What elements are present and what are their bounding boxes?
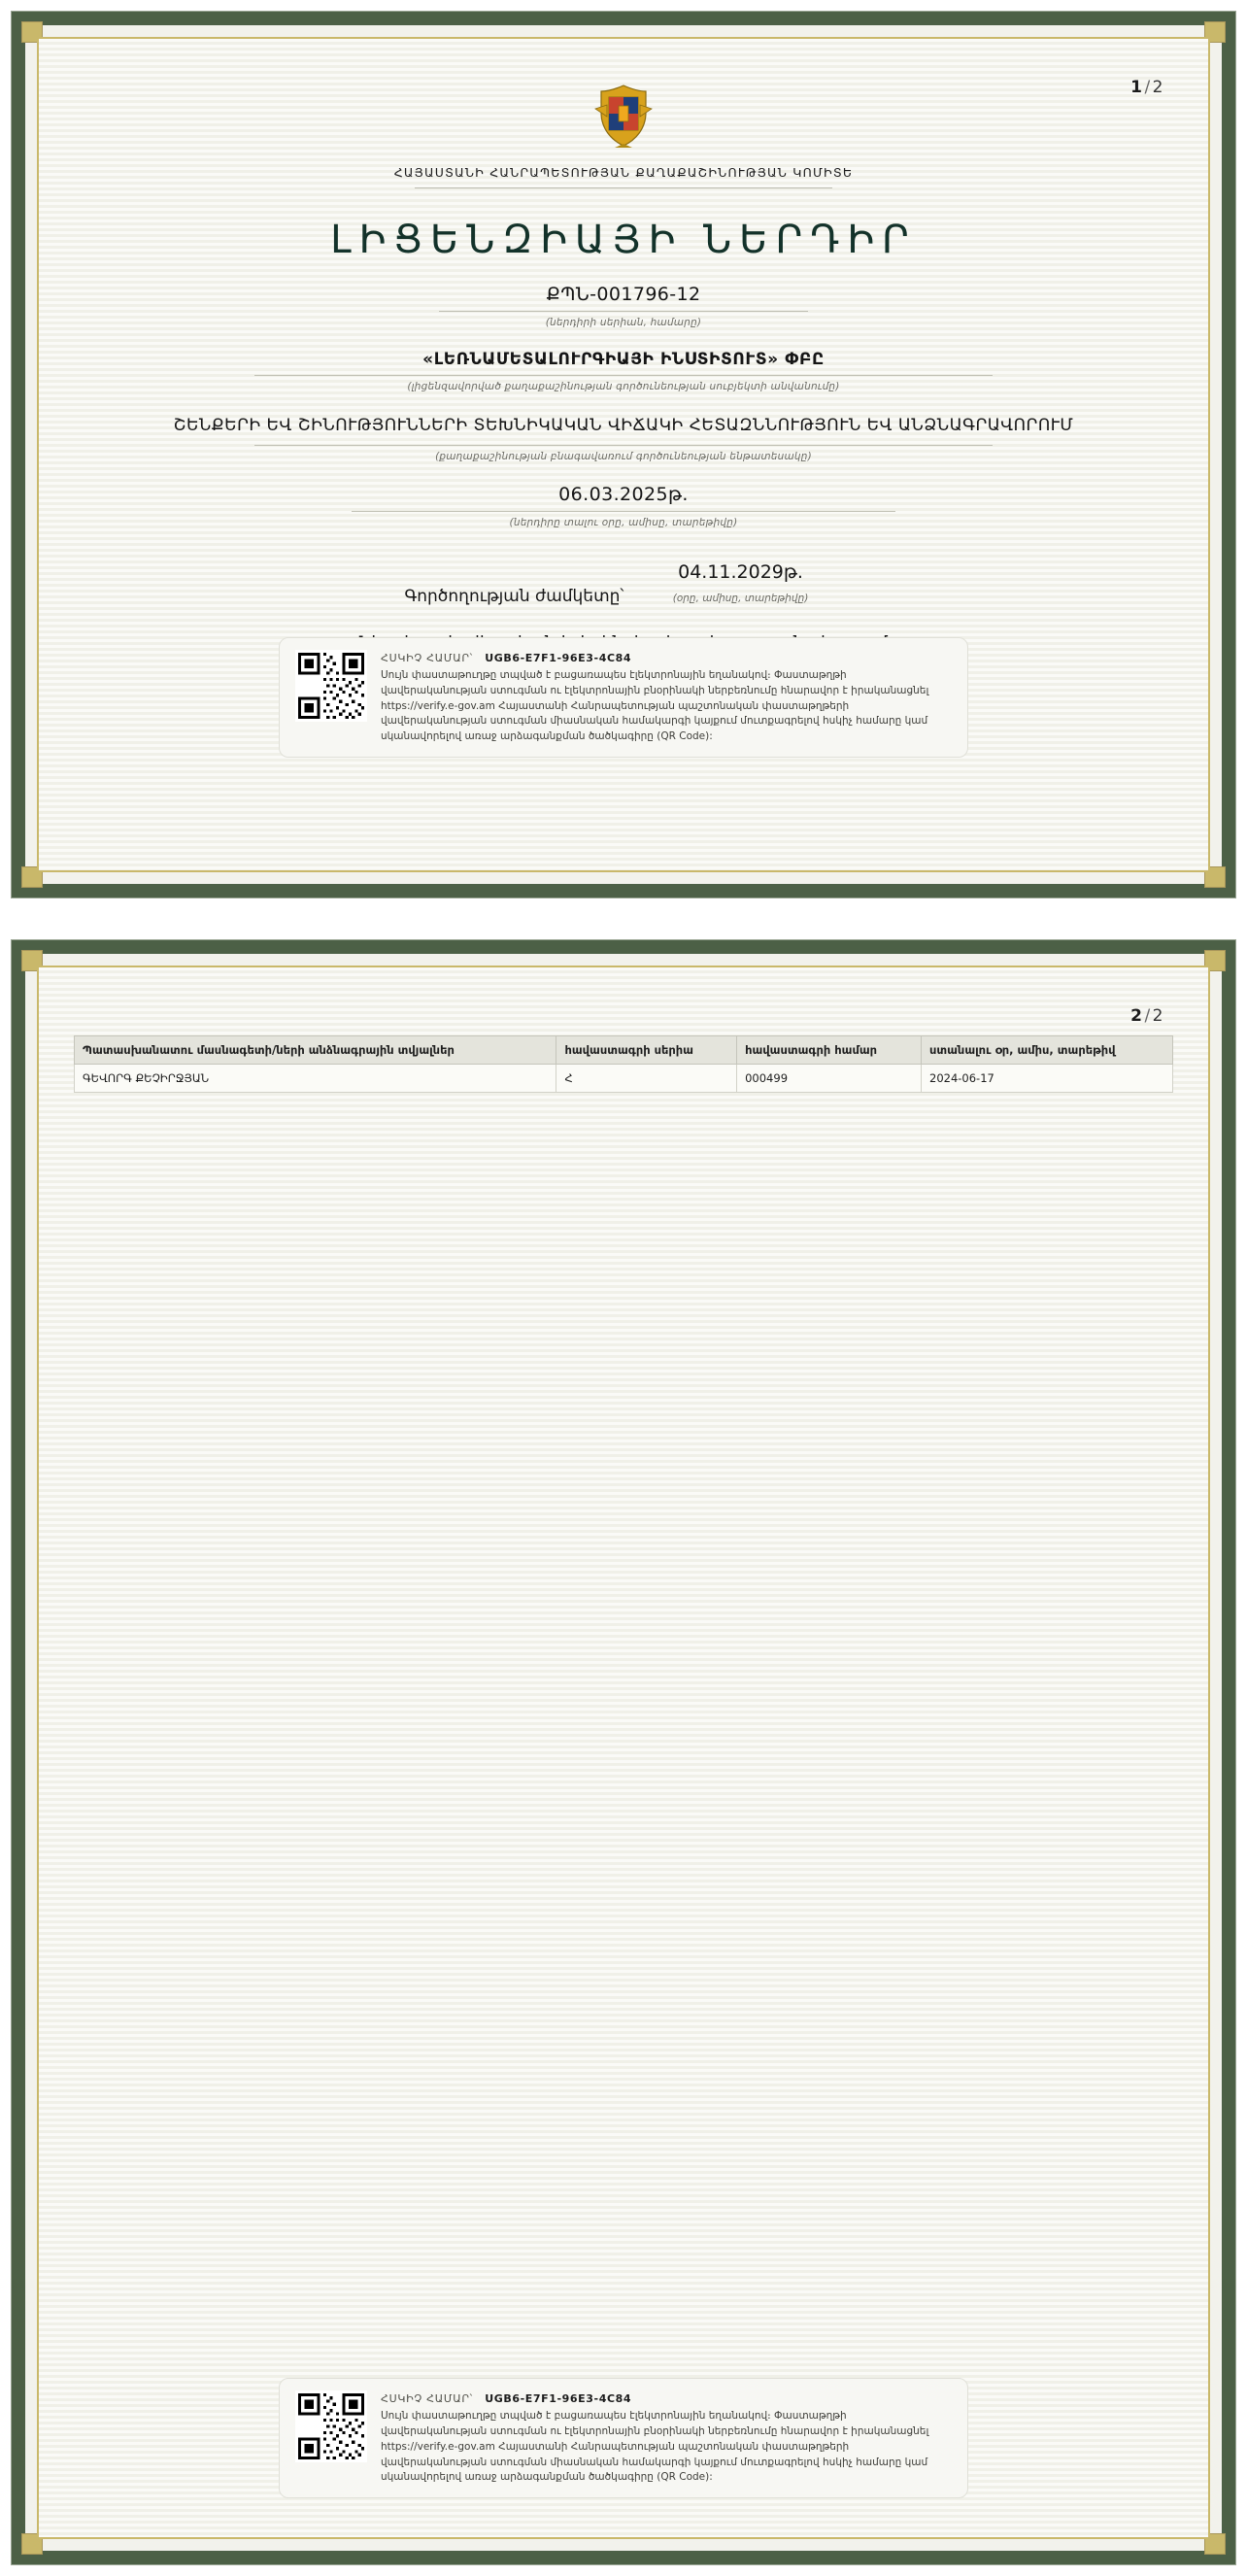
field-activity-type [39,414,1208,462]
page-2-indicator [1130,1006,1163,1026]
field-activity-type-rule [254,445,993,446]
page-2-content [37,966,1210,2539]
page-1-content [37,37,1210,872]
verification-text-page-2 [381,2390,952,2486]
verification-block-page-1 [279,637,968,758]
verification-label-page-1: ՀՍԿԻՉ ՀԱՄԱՐ՝ [381,652,473,664]
issuing-authority: ՀԱՅԱՍՏԱՆԻ ՀԱՆՐԱՊԵՏՈՒԹՅԱՆ ՔԱՂԱՔԱՇԻՆՈՒԹՅԱՆ ԿՈՄԻՏԵ [393,165,854,180]
coat-of-arms-icon [593,84,654,148]
field-serial-number [39,284,1208,328]
column-header-issue-date: ստանալու օր, ամիս, տարեթիվ [922,1036,1173,1065]
document-title: ԼԻՑԵՆԶԻԱՅԻ ՆԵՐԴԻՐ [330,218,917,262]
field-activity-type-value: ՇԵՆՔԵՐԻ ԵՎ ՇԻՆՈՒԹՅՈՒՆՆԵՐԻ ՏԵԽՆԻԿԱԿԱՆ ՎԻՃԱԿԻ ՀԵՏԱԶՆՆՈՒԹՅՈՒՆ ԵՎ ԱՆՁՆԱԳՐԱՎՈՐՈՒՄ [173,416,1074,435]
responsible-specialists-table-wrap [74,1035,1173,1093]
cell-specialist-name: ԳԵՎՈՐԳ ՔԵՉԻՐՋՅԱՆ [75,1065,556,1093]
page-separator-gap [0,909,1247,929]
field-serial-number-value: ՔՊՆ-001796-12 [546,284,701,305]
verification-code-page-1: UGB6-E7F1-96E3-4C84 [485,652,632,664]
page-1-separator: / [1144,78,1151,97]
verification-text-page-1 [381,650,952,745]
field-entity-name-caption: (լիցենզավորված քաղաքաշինության գործունեության սուբյեկտի անվանումը) [407,381,840,392]
column-header-passport-data: Պատասխանատու մասնագետի/ների անձնագրային տվյալներ [75,1036,556,1065]
field-serial-number-rule [439,311,808,312]
verification-code-line-page-1 [381,652,952,664]
authority-divider [415,187,832,188]
page-1-current: 1 [1130,78,1143,97]
cell-certificate-date: 2024-06-17 [922,1065,1173,1093]
cell-certificate-series: Հ [556,1065,737,1093]
cell-certificate-number: 000499 [737,1065,922,1093]
field-validity-label: Գործողության ժամկետը՝ [404,586,624,606]
page-2-border-frame [12,940,1235,2564]
certificate-page-2 [0,929,1247,2576]
page-1-indicator [1130,78,1163,97]
field-issue-date-value: 06.03.2025թ. [558,483,689,505]
verification-code-page-2: UGB6-E7F1-96E3-4C84 [485,2392,632,2406]
verification-label-page-2: ՀՍԿԻՉ ՀԱՄԱՐ՝ [381,2392,473,2406]
field-issue-date-caption: (ներդիրը տալու օրը, ամիսը, տարեթիվը) [509,516,738,528]
qr-code-icon[interactable] [295,650,367,722]
verification-description-page-2: Սույն փաստաթուղթը տպված է բացառապես էլեկտրոնային եղանակով։ Փաստաթղթի վավերականության ստուգման ու էլեկտրոնային բնօրինակի ներբեռնումը հնարավոր է իրականացնել https://verify.e-gov.am Հայաստանի Հանրապետության պաշտոնական փաստաթղթերի վավերականության ստուգման միասնական համակարգի կայքում մուտքագրելով հսկիչ համարը կամ սկանավորելով առաջ արձագանքման ծածկագիրը (QR Code): [381,2410,929,2484]
field-entity-name [39,350,1208,392]
column-header-certificate-number: հավաստագրի համար [737,1036,922,1065]
page-2-total: 2 [1152,1006,1163,1026]
responsible-specialists-table [74,1035,1173,1093]
field-validity [39,561,1208,606]
certificate-page-1 [0,0,1247,909]
table-row [75,1065,1173,1093]
field-activity-type-caption: (քաղաքաշինության բնագավառում գործունեության ենթատեսակը) [435,450,812,462]
verification-description-page-1: Սույն փաստաթուղթը տպված է բացառապես էլեկտրոնային եղանակով։ Փաստաթղթի վավերականության ստուգման ու էլեկտրոնային բնօրինակի ներբեռնումը հնարավոր է իրականացնել https://verify.e-gov.am Հայաստանի Հանրապետության պաշտոնական փաստաթղթերի վավերականության ստուգման միասնական համակարգի կայքում մուտքագրելով հսկիչ համարը կամ սկանավորելով առաջ արձագանքման ծածկագիրը (QR Code): [381,669,929,742]
field-serial-number-caption: (ներդիրի սերիան, համարը) [545,317,702,328]
column-header-certificate-series: հավաստագրի սերիա [556,1036,737,1065]
page-2-current: 2 [1130,1006,1143,1026]
field-issue-date-rule [352,511,895,512]
page-1-border-frame [12,12,1235,898]
page-2-separator: / [1144,1006,1151,1026]
field-validity-value-wrap [639,561,843,604]
field-entity-name-rule [254,375,993,376]
qr-code-icon[interactable] [295,2390,367,2462]
emblem-container [39,39,1208,152]
table-header-row [75,1036,1173,1065]
verification-block-page-2 [279,2378,968,2498]
field-entity-name-value: «ԼԵՌՆԱՄԵՏԱԼՈՒՐԳԻԱՅԻ ԻՆՍՏԻՏՈՒՏ» ՓԲԸ [422,350,825,369]
verification-code-line-page-2 [381,2392,952,2405]
field-issue-date [39,484,1208,528]
field-validity-value: 04.11.2029թ. [678,560,803,583]
field-validity-caption: (օրը, ամիսը, տարեթիվը) [672,592,809,604]
page-1-total: 2 [1152,78,1163,97]
